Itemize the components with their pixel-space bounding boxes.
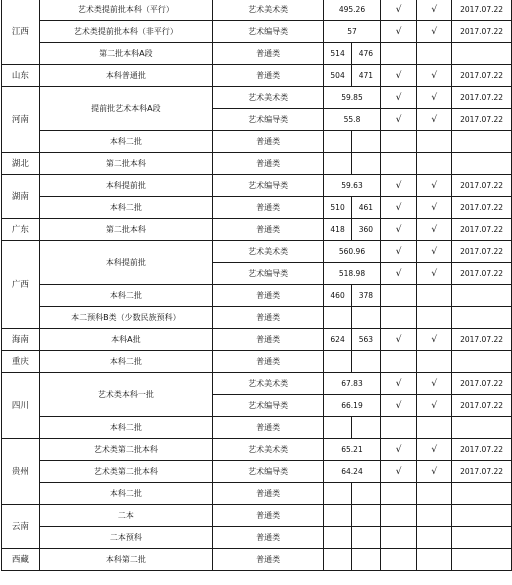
category-cell: 普通类 xyxy=(213,505,324,527)
empty-cell xyxy=(324,483,352,505)
province-cell: 云南 xyxy=(2,505,40,549)
empty-cell xyxy=(380,527,417,549)
check-mark-1: √ xyxy=(380,439,417,461)
check-mark-1: √ xyxy=(380,87,417,109)
batch-cell: 本科A批 xyxy=(39,329,212,351)
category-cell: 普通类 xyxy=(213,549,324,571)
category-cell: 普通类 xyxy=(213,285,324,307)
empty-cell xyxy=(380,417,417,439)
category-cell: 艺术美术类 xyxy=(213,87,324,109)
category-cell: 艺术编导类 xyxy=(213,175,324,197)
batch-cell: 二本 xyxy=(39,505,212,527)
empty-cell xyxy=(352,527,381,549)
batch-cell: 本科提前批 xyxy=(39,241,212,285)
score-cell-2: 378 xyxy=(352,285,381,307)
empty-cell xyxy=(452,549,512,571)
score-cell-1: 418 xyxy=(324,219,352,241)
check-mark-2: √ xyxy=(417,197,452,219)
table-row xyxy=(2,505,512,527)
category-cell: 普通类 xyxy=(213,307,324,329)
province-cell: 广东 xyxy=(2,219,40,241)
check-mark-1: √ xyxy=(380,263,417,285)
empty-cell xyxy=(417,43,452,65)
date-cell: 2017.07.22 xyxy=(452,263,512,285)
date-cell: 2017.07.22 xyxy=(452,329,512,351)
empty-cell xyxy=(380,351,417,373)
score-cell: 495.26 xyxy=(324,0,381,21)
date-cell: 2017.07.22 xyxy=(452,87,512,109)
check-mark-2: √ xyxy=(417,461,452,483)
batch-cell: 提前批艺术本科A段 xyxy=(39,87,212,131)
empty-cell xyxy=(352,505,381,527)
check-mark-1: √ xyxy=(380,241,417,263)
score-cell-2: 461 xyxy=(352,197,381,219)
empty-cell xyxy=(417,505,452,527)
check-mark-2: √ xyxy=(417,329,452,351)
empty-cell xyxy=(380,307,417,329)
check-mark-2: √ xyxy=(417,87,452,109)
check-mark-1: √ xyxy=(380,65,417,87)
empty-cell xyxy=(452,505,512,527)
category-cell: 普通类 xyxy=(213,43,324,65)
empty-cell xyxy=(380,285,417,307)
table-row xyxy=(2,483,512,505)
check-mark-2: √ xyxy=(417,373,452,395)
batch-cell: 本科第二批 xyxy=(39,549,212,571)
province-cell: 重庆 xyxy=(2,351,40,373)
check-mark-1: √ xyxy=(380,21,417,43)
category-cell: 普通类 xyxy=(213,483,324,505)
score-cell-1: 504 xyxy=(324,65,352,87)
province-cell: 山东 xyxy=(2,65,40,87)
empty-cell xyxy=(324,307,352,329)
check-mark-2: √ xyxy=(417,263,452,285)
category-cell: 普通类 xyxy=(213,417,324,439)
check-mark-1: √ xyxy=(380,175,417,197)
empty-cell xyxy=(324,417,352,439)
score-cell: 57 xyxy=(324,21,381,43)
table-row xyxy=(2,351,512,373)
empty-cell xyxy=(380,483,417,505)
batch-cell: 第二批本科A段 xyxy=(39,43,212,65)
score-cell: 560.96 xyxy=(324,241,381,263)
score-cell: 65.21 xyxy=(324,439,381,461)
table-row xyxy=(2,439,512,461)
date-cell: 2017.07.22 xyxy=(452,461,512,483)
empty-cell xyxy=(417,351,452,373)
batch-cell: 本科二批 xyxy=(39,417,212,439)
score-cell-2: 360 xyxy=(352,219,381,241)
check-mark-2: √ xyxy=(417,395,452,417)
empty-cell xyxy=(352,549,381,571)
category-cell: 艺术美术类 xyxy=(213,439,324,461)
batch-cell: 本二预科B类（少数民族预科） xyxy=(39,307,212,329)
category-cell: 普通类 xyxy=(213,527,324,549)
province-cell: 河南 xyxy=(2,87,40,153)
empty-cell xyxy=(380,131,417,153)
empty-cell xyxy=(352,131,381,153)
empty-cell xyxy=(417,483,452,505)
batch-cell: 本科二批 xyxy=(39,285,212,307)
batch-cell: 第二批本科 xyxy=(39,219,212,241)
check-mark-2: √ xyxy=(417,0,452,21)
date-cell: 2017.07.22 xyxy=(452,65,512,87)
batch-cell: 本科二批 xyxy=(39,197,212,219)
date-cell: 2017.07.22 xyxy=(452,439,512,461)
check-mark-1: √ xyxy=(380,0,417,21)
province-cell: 湖北 xyxy=(2,153,40,175)
category-cell: 普通类 xyxy=(213,197,324,219)
score-cell-2: 476 xyxy=(352,43,381,65)
table-row xyxy=(2,219,512,241)
category-cell: 艺术编导类 xyxy=(213,395,324,417)
category-cell: 普通类 xyxy=(213,351,324,373)
date-cell: 2017.07.22 xyxy=(452,0,512,21)
category-cell: 艺术编导类 xyxy=(213,263,324,285)
score-cell-1: 510 xyxy=(324,197,352,219)
batch-cell: 本科二批 xyxy=(39,351,212,373)
table-row xyxy=(2,0,512,21)
empty-cell xyxy=(352,351,381,373)
empty-cell xyxy=(452,417,512,439)
table-row xyxy=(2,285,512,307)
admission-score-table xyxy=(1,0,512,571)
empty-cell xyxy=(452,527,512,549)
empty-cell xyxy=(324,153,352,175)
table-row xyxy=(2,241,512,263)
empty-cell xyxy=(380,549,417,571)
category-cell: 艺术美术类 xyxy=(213,373,324,395)
date-cell: 2017.07.22 xyxy=(452,109,512,131)
batch-cell: 艺术类本科一批 xyxy=(39,373,212,417)
date-cell: 2017.07.22 xyxy=(452,373,512,395)
table-row xyxy=(2,43,512,65)
empty-cell xyxy=(417,549,452,571)
check-mark-2: √ xyxy=(417,241,452,263)
province-cell: 四川 xyxy=(2,373,40,439)
check-mark-1: √ xyxy=(380,109,417,131)
category-cell: 普通类 xyxy=(213,65,324,87)
date-cell: 2017.07.22 xyxy=(452,395,512,417)
category-cell: 普通类 xyxy=(213,219,324,241)
score-cell: 64.24 xyxy=(324,461,381,483)
table-row xyxy=(2,131,512,153)
table-row xyxy=(2,549,512,571)
batch-cell: 艺术类提前批本科（平行） xyxy=(39,0,212,21)
table-row xyxy=(2,329,512,351)
table-row xyxy=(2,153,512,175)
empty-cell xyxy=(417,307,452,329)
empty-cell xyxy=(380,43,417,65)
check-mark-1: √ xyxy=(380,461,417,483)
check-mark-2: √ xyxy=(417,65,452,87)
score-cell-2: 471 xyxy=(352,65,381,87)
score-cell: 55.8 xyxy=(324,109,381,131)
province-cell: 江西 xyxy=(2,0,40,65)
table-row xyxy=(2,527,512,549)
empty-cell xyxy=(352,307,381,329)
empty-cell xyxy=(324,527,352,549)
table-row xyxy=(2,175,512,197)
empty-cell xyxy=(380,505,417,527)
empty-cell xyxy=(452,307,512,329)
batch-cell: 艺术类第二批本科 xyxy=(39,439,212,461)
province-cell: 湖南 xyxy=(2,175,40,219)
empty-cell xyxy=(452,351,512,373)
empty-cell xyxy=(324,351,352,373)
province-cell: 贵州 xyxy=(2,439,40,505)
check-mark-1: √ xyxy=(380,197,417,219)
empty-cell xyxy=(352,417,381,439)
category-cell: 艺术美术类 xyxy=(213,241,324,263)
empty-cell xyxy=(452,131,512,153)
empty-cell xyxy=(324,505,352,527)
score-cell: 66.19 xyxy=(324,395,381,417)
table-row xyxy=(2,307,512,329)
score-cell: 67.83 xyxy=(324,373,381,395)
empty-cell xyxy=(417,285,452,307)
date-cell: 2017.07.22 xyxy=(452,175,512,197)
check-mark-1: √ xyxy=(380,395,417,417)
empty-cell xyxy=(452,153,512,175)
province-cell: 广西 xyxy=(2,241,40,329)
batch-cell: 二本预科 xyxy=(39,527,212,549)
empty-cell xyxy=(324,549,352,571)
date-cell: 2017.07.22 xyxy=(452,21,512,43)
province-cell: 海南 xyxy=(2,329,40,351)
empty-cell xyxy=(324,131,352,153)
batch-cell: 本科二批 xyxy=(39,483,212,505)
empty-cell xyxy=(417,417,452,439)
score-cell: 59.85 xyxy=(324,87,381,109)
empty-cell xyxy=(352,483,381,505)
empty-cell xyxy=(352,153,381,175)
batch-cell: 艺术类第二批本科 xyxy=(39,461,212,483)
batch-cell: 第二批本科 xyxy=(39,153,212,175)
check-mark-1: √ xyxy=(380,329,417,351)
check-mark-1: √ xyxy=(380,373,417,395)
table-row xyxy=(2,373,512,395)
table-row xyxy=(2,461,512,483)
check-mark-1: √ xyxy=(380,219,417,241)
table-row xyxy=(2,197,512,219)
score-cell-1: 514 xyxy=(324,43,352,65)
check-mark-2: √ xyxy=(417,219,452,241)
date-cell: 2017.07.22 xyxy=(452,219,512,241)
date-cell: 2017.07.22 xyxy=(452,197,512,219)
score-cell-2: 563 xyxy=(352,329,381,351)
empty-cell xyxy=(380,153,417,175)
table-row xyxy=(2,417,512,439)
check-mark-2: √ xyxy=(417,109,452,131)
date-cell: 2017.07.22 xyxy=(452,241,512,263)
category-cell: 普通类 xyxy=(213,131,324,153)
batch-cell: 本科提前批 xyxy=(39,175,212,197)
check-mark-2: √ xyxy=(417,439,452,461)
category-cell: 艺术编导类 xyxy=(213,21,324,43)
empty-cell xyxy=(452,285,512,307)
batch-cell: 艺术类提前批本科（非平行） xyxy=(39,21,212,43)
empty-cell xyxy=(417,153,452,175)
province-cell: 西藏 xyxy=(2,549,40,571)
category-cell: 艺术编导类 xyxy=(213,109,324,131)
empty-cell xyxy=(417,131,452,153)
batch-cell: 本科二批 xyxy=(39,131,212,153)
table-row xyxy=(2,21,512,43)
check-mark-2: √ xyxy=(417,21,452,43)
batch-cell: 本科普通批 xyxy=(39,65,212,87)
table-row xyxy=(2,87,512,109)
empty-cell xyxy=(452,43,512,65)
table-row xyxy=(2,65,512,87)
category-cell: 艺术编导类 xyxy=(213,461,324,483)
check-mark-2: √ xyxy=(417,175,452,197)
score-cell-1: 460 xyxy=(324,285,352,307)
category-cell: 普通类 xyxy=(213,329,324,351)
score-cell: 518.98 xyxy=(324,263,381,285)
score-cell: 59.63 xyxy=(324,175,381,197)
score-cell-1: 624 xyxy=(324,329,352,351)
category-cell: 艺术美术类 xyxy=(213,0,324,21)
empty-cell xyxy=(417,527,452,549)
empty-cell xyxy=(452,483,512,505)
category-cell: 普通类 xyxy=(213,153,324,175)
